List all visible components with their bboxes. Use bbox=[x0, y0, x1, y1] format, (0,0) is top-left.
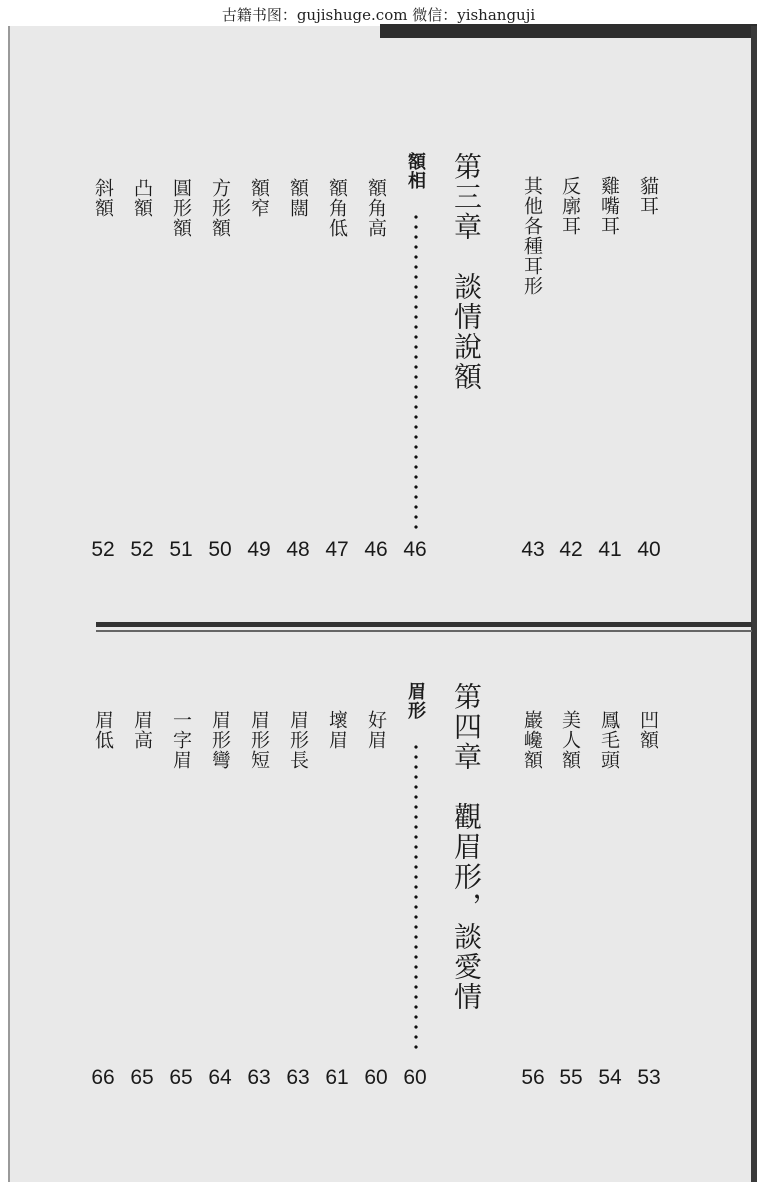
toc-entry-title: 鳳毛頭 bbox=[598, 710, 620, 770]
toc-page-number: 48 bbox=[286, 538, 310, 561]
toc-page-number: 60 bbox=[403, 1066, 427, 1089]
toc-entry-title: 眉形長 bbox=[287, 710, 309, 770]
toc-page-number: 52 bbox=[91, 538, 115, 561]
toc-page-number: 64 bbox=[208, 1066, 232, 1089]
toc-entry-title: 其他各種耳形 bbox=[521, 176, 543, 296]
toc-entry-title: 美人額 bbox=[559, 710, 581, 770]
toc-page-number: 60 bbox=[364, 1066, 388, 1089]
toc-page-number: 43 bbox=[521, 538, 545, 561]
toc-page-number: 53 bbox=[637, 1066, 661, 1089]
toc-page-number: 42 bbox=[559, 538, 583, 561]
toc-page-number: 66 bbox=[91, 1066, 115, 1089]
toc-entry-title: 眉形彎 bbox=[209, 710, 231, 770]
toc-page-number: 56 bbox=[521, 1066, 545, 1089]
toc-page-number: 46 bbox=[403, 538, 427, 561]
toc-entry-title: 好眉 bbox=[365, 710, 387, 750]
toc-page-number: 65 bbox=[130, 1066, 154, 1089]
toc-entry-title: 斜額 bbox=[92, 178, 114, 218]
chapter-label: 第三章 bbox=[450, 152, 483, 242]
toc-entry-title: 方形額 bbox=[209, 178, 231, 238]
toc-entry-title: 雞嘴耳 bbox=[598, 176, 620, 236]
category-title: 額相 bbox=[405, 152, 426, 190]
toc-entry-title: 額角低 bbox=[326, 178, 348, 238]
toc-entry-title: 凸額 bbox=[131, 178, 153, 218]
chapter-heading bbox=[450, 152, 483, 392]
toc-entry-title: 一字眉 bbox=[170, 710, 192, 770]
toc-page-number: 65 bbox=[169, 1066, 193, 1089]
toc-entry-title: 圓形額 bbox=[170, 178, 192, 238]
dot-leader bbox=[414, 212, 418, 532]
toc-entry-title: 額闊 bbox=[287, 178, 309, 218]
toc-entry-title: 凹額 bbox=[637, 710, 659, 750]
toc-page-number: 40 bbox=[637, 538, 661, 561]
page-top-shadow bbox=[380, 24, 757, 38]
chapter-title: 談情說額 bbox=[450, 272, 483, 392]
toc-entry-title: 貓耳 bbox=[637, 176, 659, 216]
toc-page-number: 61 bbox=[325, 1066, 349, 1089]
toc-entry-title: 眉形短 bbox=[248, 710, 270, 770]
toc-entry-title: 反廓耳 bbox=[559, 176, 581, 236]
toc-page-number: 50 bbox=[208, 538, 232, 561]
toc-page-number: 55 bbox=[559, 1066, 583, 1089]
toc-entry-title: 額窄 bbox=[248, 178, 270, 218]
toc-entry-title: 巖巉額 bbox=[521, 710, 543, 770]
section-divider bbox=[96, 622, 752, 627]
toc-page-number: 51 bbox=[169, 538, 193, 561]
toc-page-number: 63 bbox=[286, 1066, 310, 1089]
toc-page-number: 47 bbox=[325, 538, 349, 561]
chapter-title: 觀眉形，談愛情 bbox=[450, 802, 483, 1012]
toc-page-number: 41 bbox=[598, 538, 622, 561]
chapter-heading bbox=[450, 682, 483, 1012]
page-edge-shadow bbox=[751, 26, 757, 1182]
toc-entry-title: 眉高 bbox=[131, 710, 153, 750]
category-title: 眉形 bbox=[405, 682, 426, 720]
section-divider-thin bbox=[96, 630, 752, 632]
chapter-label: 第四章 bbox=[450, 682, 483, 772]
toc-entry-title: 眉低 bbox=[92, 710, 114, 750]
toc-page-number: 63 bbox=[247, 1066, 271, 1089]
dot-leader bbox=[414, 742, 418, 1054]
toc-page-number: 54 bbox=[598, 1066, 622, 1089]
toc-entry-title: 壞眉 bbox=[326, 710, 348, 750]
toc-entry-title: 額角高 bbox=[365, 178, 387, 238]
toc-page-number: 52 bbox=[130, 538, 154, 561]
watermark: 古籍书图：gujishuge.com 微信：yishanguji bbox=[221, 6, 536, 24]
toc-page-number: 49 bbox=[247, 538, 271, 561]
toc-page-number: 46 bbox=[364, 538, 388, 561]
